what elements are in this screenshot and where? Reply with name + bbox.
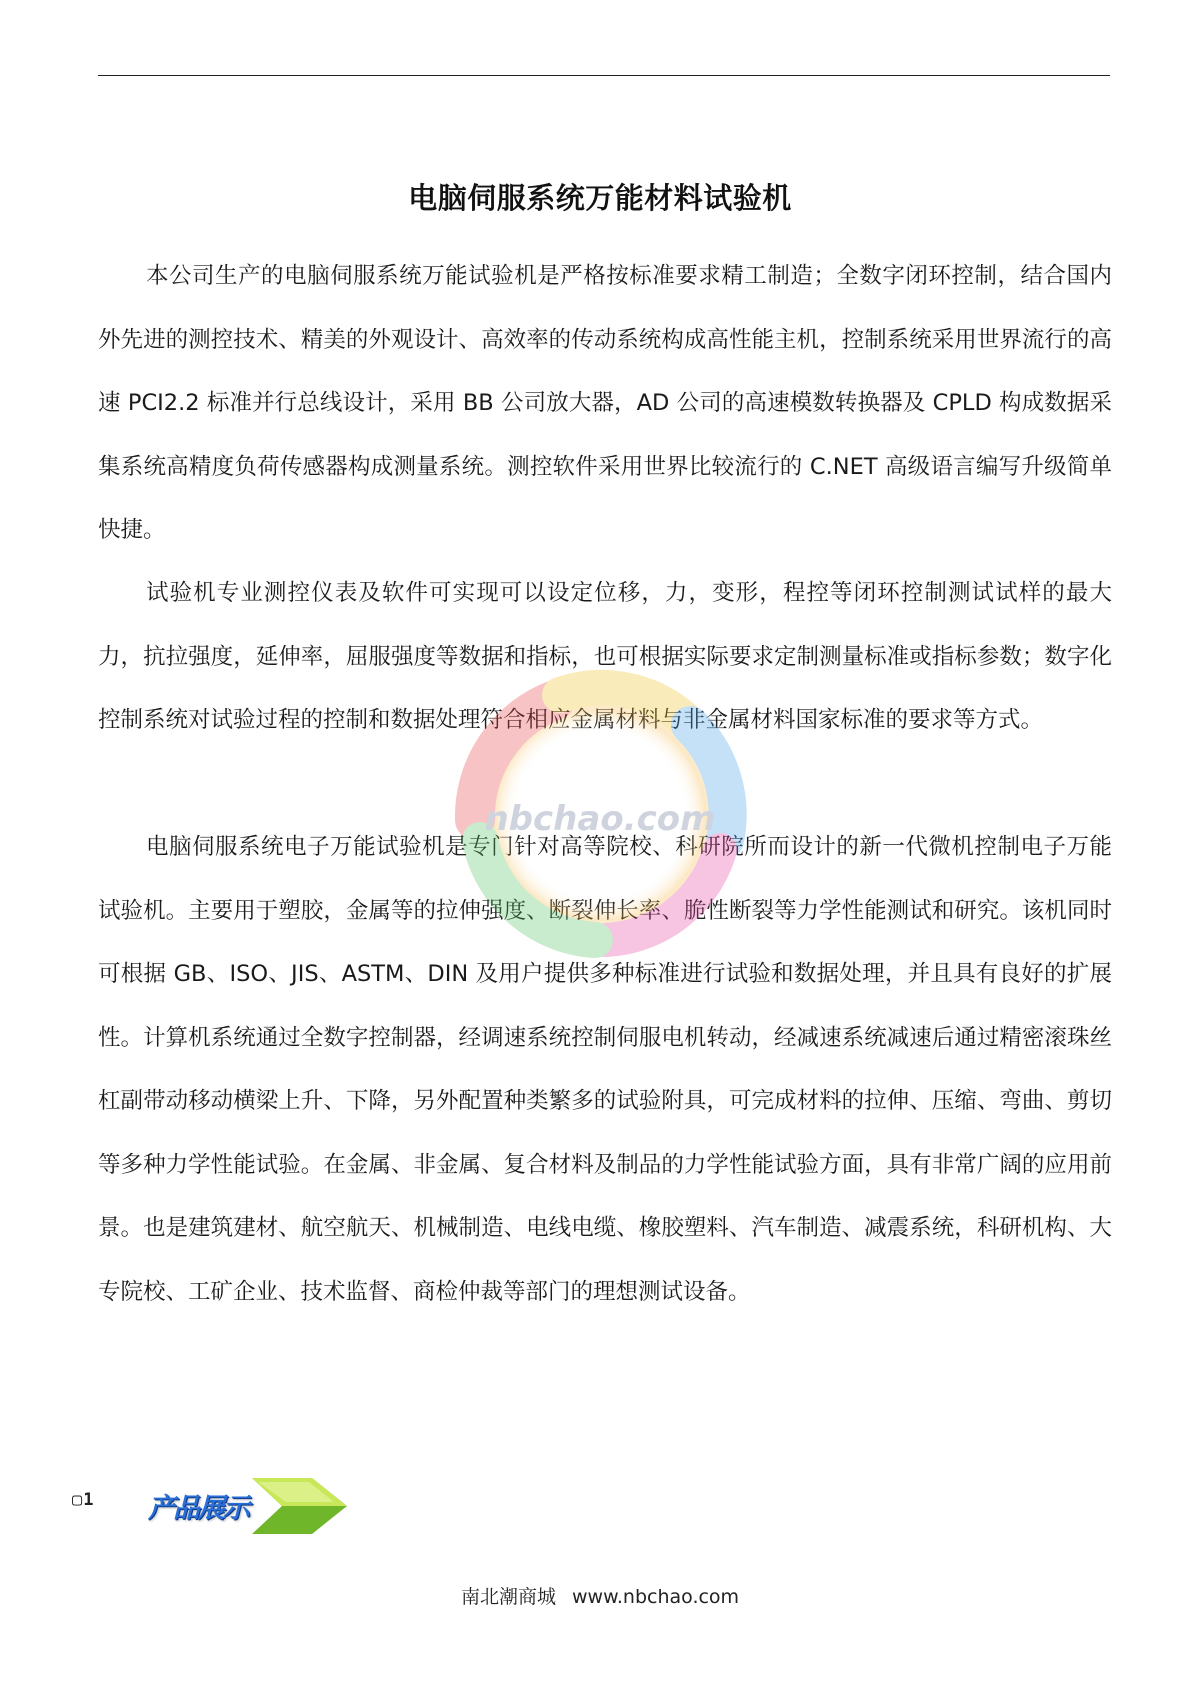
product-showcase-banner bbox=[72, 1478, 372, 1534]
paragraph: 本公司生产的电脑伺服系统万能试验机是严格按标准要求精工制造；全数字闭环控制，结合国内外先进的测控技术、精美的外观设计、高效率的传动系统构成高性能主机，控制系统采用世界流行的高速 PCI2.2 标准并行总线设计，采用 BB 公司放大器，AD 公司的高速模数转换器及 CPLD 构成数据采集系统高精度负荷传感器构成测量系统。测控软件采用世界比较流行的 C.NET 高级语言编写升级简单快捷。 bbox=[98, 263, 1112, 543]
section-index: ▢1 bbox=[72, 1490, 95, 1510]
product-showcase-label: 产品展示 bbox=[148, 1493, 248, 1524]
paragraph: 试验机专业测控仪表及软件可实现可以设定位移，力，变形，程控等闭环控制测试试样的最大力，抗拉强度，延伸率，屈服强度等数据和指标，也可根据实际要求定制测量标准或指标参数；数字化控制系统对试验过程的控制和数据处理符合相应金属材料与非金属材料国家标准的要求等方式。 bbox=[98, 580, 1112, 733]
footer-url[interactable]: www.nbchao.com bbox=[572, 1586, 740, 1608]
footer-site-name: 南北潮商城 bbox=[460, 1586, 556, 1608]
chevron-arrow-icon bbox=[252, 1478, 347, 1534]
header-divider bbox=[98, 75, 1110, 76]
watermark-site-text: nbchao.com bbox=[484, 799, 716, 839]
page-title: 电脑伺服系统万能材料试验机 bbox=[408, 181, 792, 216]
page-footer bbox=[0, 1582, 1200, 1609]
paragraph: 电脑伺服系统电子万能试验机是专门针对高等院校、科研院所而设计的新一代微机控制电子万能试验机。主要用于塑胶，金属等的拉伸强度、断裂伸长率、脆性断裂等力学性能测试和研究。该机同时可根据 GB、ISO、JIS、ASTM、DIN 及用户提供多种标准进行试验和数据处理，并且具有良好的扩展性。计算机系统通过全数字控制器，经调速系统控制伺服电机转动，经减速系统减速后通过精密滚珠丝杠副带动移动横梁上升、下降，另外配置种类繁多的试验附具，可完成材料的拉伸、压缩、弯曲、剪切等多种力学性能试验。在金属、非金属、复合材料及制品的力学性能试验方面，具有非常广阔的应用前景。也是建筑建材、航空航天、机械制造、电线电缆、橡胶塑料、汽车制造、减震系统，科研机构、大专院校、工矿企业、技术监督、商检仲裁等部门的理想测试设备。 bbox=[98, 834, 1112, 1305]
